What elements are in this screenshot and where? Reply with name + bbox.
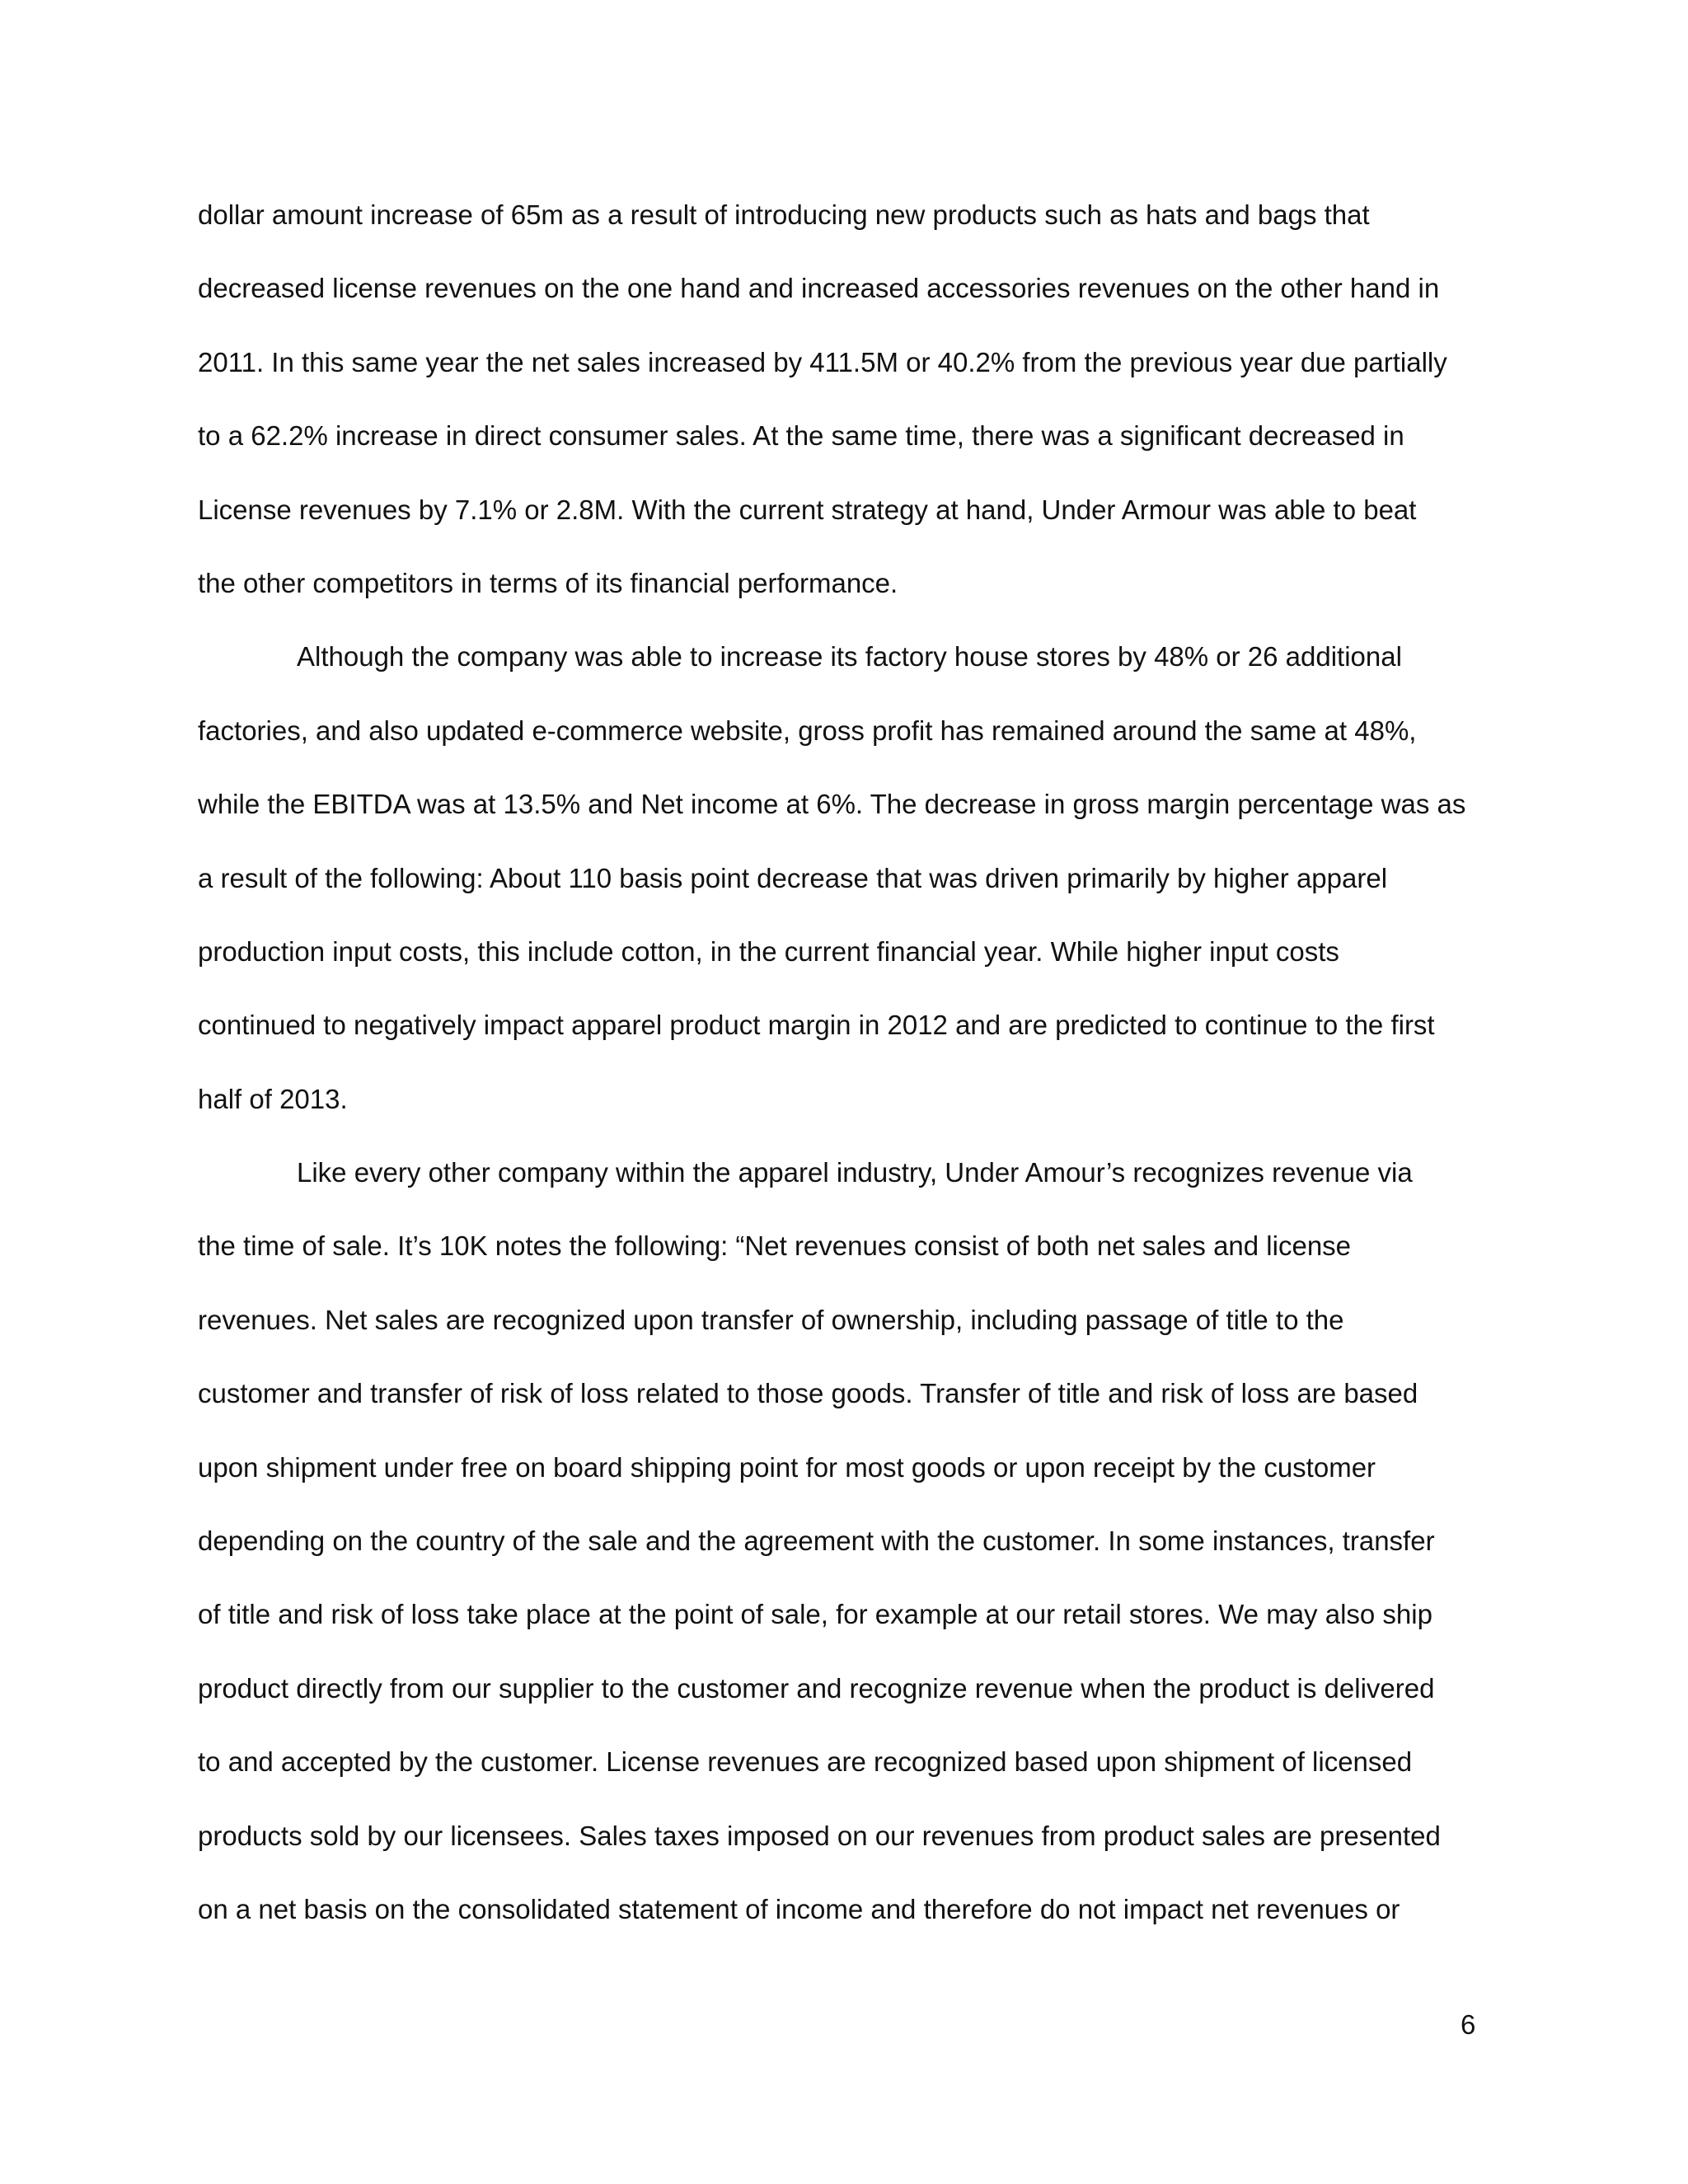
text-line: products sold by our licensees. Sales taxes imposed on our revenues from product sales are presented xyxy=(198,1820,1441,1851)
text-line: a result of the following: About 110 basis point decrease that was driven primarily by higher apparel xyxy=(198,862,1388,893)
text-line: product directly from our supplier to the customer and recognize revenue when the product is delivered xyxy=(198,1672,1435,1704)
text-line: the time of sale. It’s 10K notes the following: “Net revenues consist of both net sales and license xyxy=(198,1230,1352,1262)
paragraph-1 xyxy=(198,194,1500,636)
text-line: decreased license revenues on the one hand and increased accessories revenues on the other hand in xyxy=(198,273,1440,304)
text-line: the other competitors in terms of its financial performance. xyxy=(198,567,898,598)
text-line: continued to negatively impact apparel product margin in 2012 and are predicted to continue to the first xyxy=(198,1010,1435,1041)
text-line: License revenues by 7.1% or 2.8M. With the current strategy at hand, Under Armour was able to beat xyxy=(198,494,1417,525)
text-line-indented: Although the company was able to increase its factory house stores by 48% or 26 additional xyxy=(297,641,1402,673)
document-body xyxy=(198,194,1500,1962)
text-line: revenues. Net sales are recognized upon transfer of ownership, including passage of title to the xyxy=(198,1304,1344,1335)
text-line: of title and risk of loss take place at the point of sale, for example at our retail stores. We may also ship xyxy=(198,1599,1432,1630)
paragraph-3 xyxy=(198,1152,1500,1962)
text-line: factories, and also updated e-commerce website, gross profit has remained around the same at 48%, xyxy=(198,715,1417,746)
text-line: dollar amount increase of 65m as a result of introducing new products such as hats and bags that xyxy=(198,199,1370,230)
text-line: customer and transfer of risk of loss related to those goods. Transfer of title and risk of loss are based xyxy=(198,1378,1418,1409)
text-line: depending on the country of the sale and the agreement with the customer. In some instances, transfer xyxy=(198,1526,1435,1557)
text-line: half of 2013. xyxy=(198,1083,348,1114)
text-line-indented: Like every other company within the apparel industry, Under Amour’s recognizes revenue via xyxy=(297,1157,1413,1188)
text-line: upon shipment under free on board shipping point for most goods or upon receipt by the customer xyxy=(198,1451,1376,1483)
text-line: 2011. In this same year the net sales increased by 411.5M or 40.2% from the previous year due partially xyxy=(198,346,1447,377)
text-line: to a 62.2% increase in direct consumer sales. At the same time, there was a significant decreased in xyxy=(198,420,1404,452)
text-line: to and accepted by the customer. License revenues are recognized based upon shipment of licensed xyxy=(198,1746,1413,1778)
text-line: production input costs, this include cotton, in the current financial year. While higher input costs xyxy=(198,935,1339,967)
page-number: 6 xyxy=(1461,2009,1476,2040)
text-line: while the EBITDA was at 13.5% and Net income at 6%. The decrease in gross margin percentage was as xyxy=(198,789,1466,820)
paragraph-2 xyxy=(198,636,1500,1152)
text-line: on a net basis on the consolidated statement of income and therefore do not impact net revenues or xyxy=(198,1893,1400,1924)
